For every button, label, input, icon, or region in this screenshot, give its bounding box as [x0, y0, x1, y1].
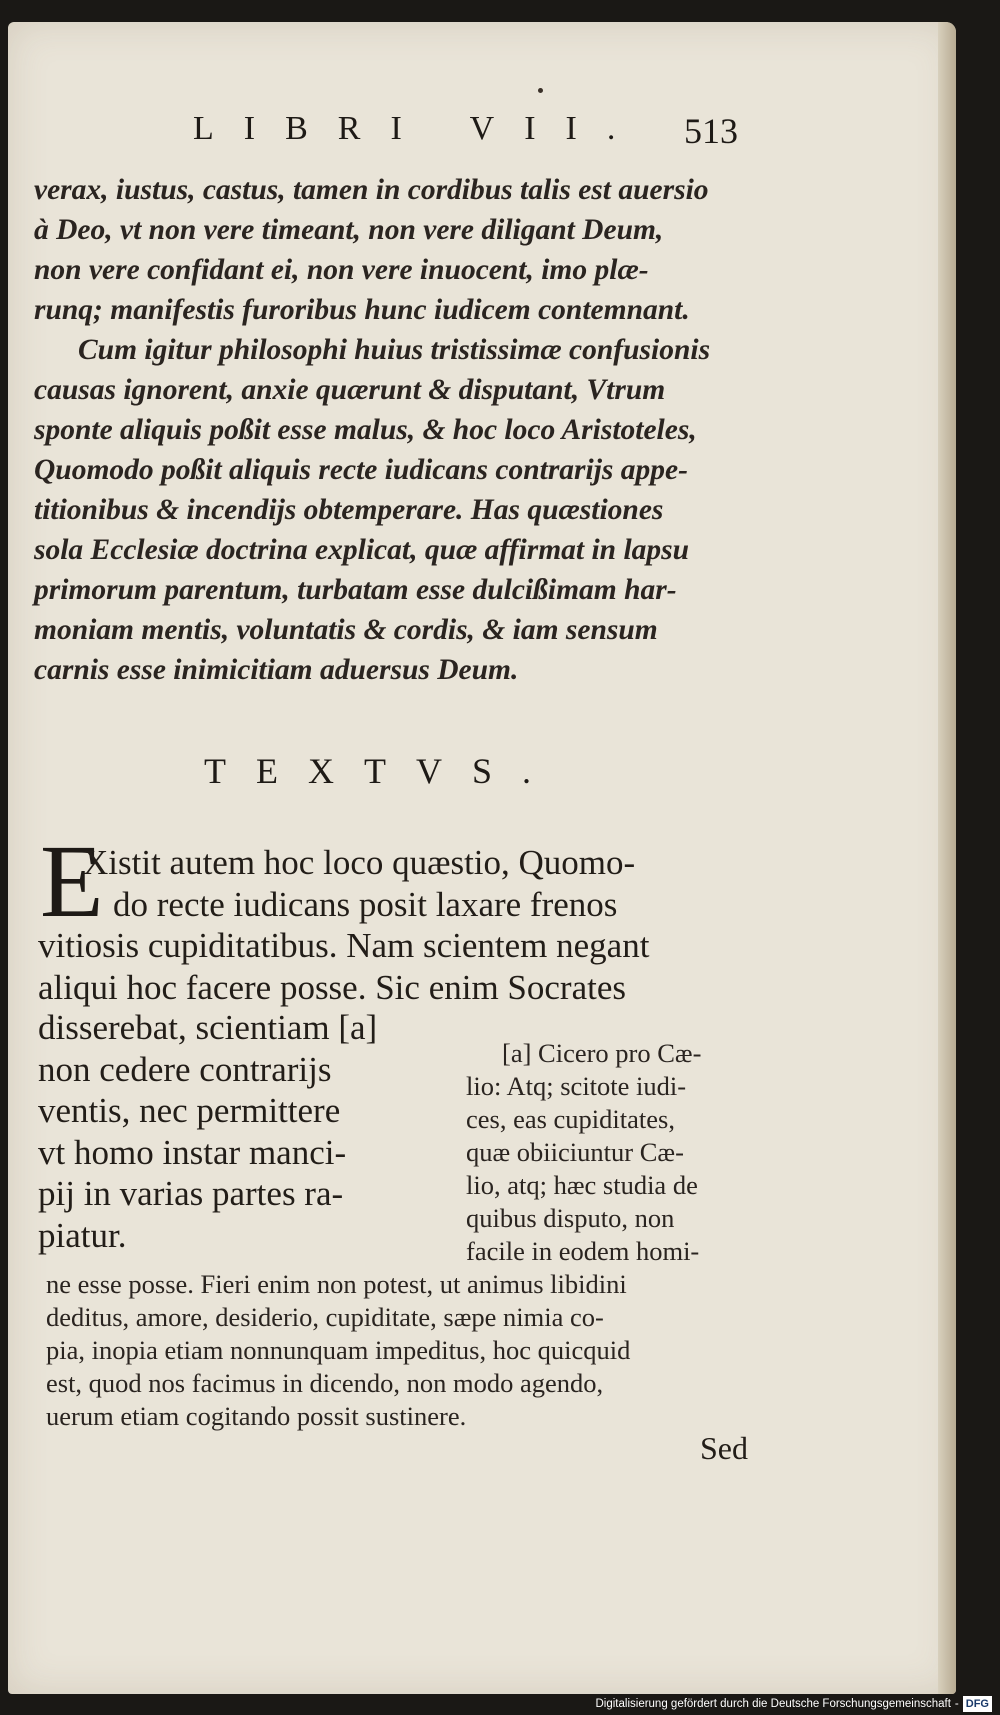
- note-line: est, quod nos facimus in dicendo, non modo agendo,: [46, 1368, 604, 1398]
- text-line: à Deo, vt non vere timeant, non vere diligant Deum,: [34, 214, 664, 246]
- note-line: deditus, amore, desiderio, cupiditate, sæpe nimia co-: [46, 1302, 604, 1332]
- footer-text: Digitalisierung gefördert durch die Deutsche Forschungsgemeinschaft: [595, 1698, 951, 1710]
- text-line: Cum igitur philosophi huius tristissimæ confusionis: [78, 334, 711, 366]
- text-line: ventis, nec permittere: [38, 1091, 341, 1130]
- note-line: [a] Cicero pro Cæ-: [502, 1038, 702, 1068]
- text-line: piatur.: [38, 1215, 127, 1255]
- drop-capital: E: [40, 824, 104, 939]
- catchword: Sed: [700, 1430, 748, 1466]
- page-header: [8, 110, 956, 170]
- note-line: quibus disputo, non: [466, 1203, 675, 1233]
- dfg-logo: DFG: [963, 1696, 992, 1712]
- text-line: runq; manifestis furoribus hunc iudicem contemnant.: [34, 294, 690, 326]
- text-line: verax, iustus, castus, tamen in cordibus talis est auersio: [34, 174, 709, 206]
- note-line: quæ obiiciuntur Cæ-: [466, 1137, 684, 1167]
- note-line: uerum etiam cogitando possit sustinere.: [46, 1401, 467, 1431]
- text-line: causas ignorent, anxie quærunt & disputant, Vtrum: [34, 374, 666, 406]
- text-line: moniam mentis, voluntatis & cordis, & iam sensum: [34, 614, 658, 646]
- text-line: pij in varias partes ra-: [38, 1174, 344, 1213]
- footer-dash: -: [954, 1698, 959, 1710]
- footnote-continuation: [46, 1268, 762, 1433]
- text-line: carnis esse inimicitiam aduersus Deum.: [34, 654, 519, 686]
- italic-commentary: [34, 170, 758, 690]
- commentary-paragraph-2: [34, 330, 758, 690]
- note-line: facile in eodem homi-: [466, 1236, 700, 1266]
- page-number: 513: [684, 111, 738, 151]
- digitization-footer: [596, 1693, 993, 1715]
- ink-speck: [538, 88, 543, 93]
- note-line: lio, atq; hæc studia de: [466, 1170, 698, 1200]
- main-text-left-column: [38, 1007, 377, 1256]
- note-line: ne esse posse. Fieri enim non potest, ut animus libidini: [46, 1269, 627, 1299]
- note-line: pia, inopia etiam nonnunquam impeditus, hoc quicquid: [46, 1335, 631, 1365]
- note-line: lio: Atq; scitote iudi-: [466, 1071, 687, 1101]
- text-line: primorum parentum, turbatam esse dulcißimam har-: [34, 574, 677, 606]
- footnote-column: [466, 1037, 762, 1268]
- book-page: [8, 22, 956, 1694]
- main-text: [38, 842, 758, 1008]
- page-spine-shadow: [938, 22, 956, 1694]
- text-line: vitiosis cupiditatibus. Nam scientem negant: [38, 926, 650, 965]
- note-line: ces, eas cupiditates,: [466, 1104, 675, 1134]
- text-line: do recte iudicans posit laxare frenos: [113, 884, 618, 924]
- text-line: vt homo instar manci-: [38, 1132, 347, 1172]
- text-line: sponte aliquis poßit esse malus, & hoc loco Aristoteles,: [34, 414, 697, 446]
- text-line: titionibus & incendijs obtemperare. Has quæstiones: [34, 494, 664, 526]
- running-title: LIBRI VII.: [193, 110, 646, 147]
- text-line: non vere confidant ei, non vere inuocent, imo plæ-: [34, 254, 649, 286]
- text-line: sola Ecclesiæ doctrina explicat, quæ affirmat in lapsu: [34, 534, 690, 566]
- text-line: non cedere contrarijs: [38, 1049, 332, 1089]
- commentary-paragraph-1: [34, 170, 758, 330]
- section-title: TEXTVS.: [204, 751, 561, 791]
- text-line: Xistit autem hoc loco quæstio, Quomo-: [83, 843, 636, 882]
- text-line: Quomodo poßit aliquis recte iudicans contrarijs appe-: [34, 454, 688, 486]
- text-line: aliqui hoc facere posse. Sic enim Socrates: [38, 967, 626, 1007]
- text-line: disserebat, scientiam [a]: [38, 1008, 378, 1047]
